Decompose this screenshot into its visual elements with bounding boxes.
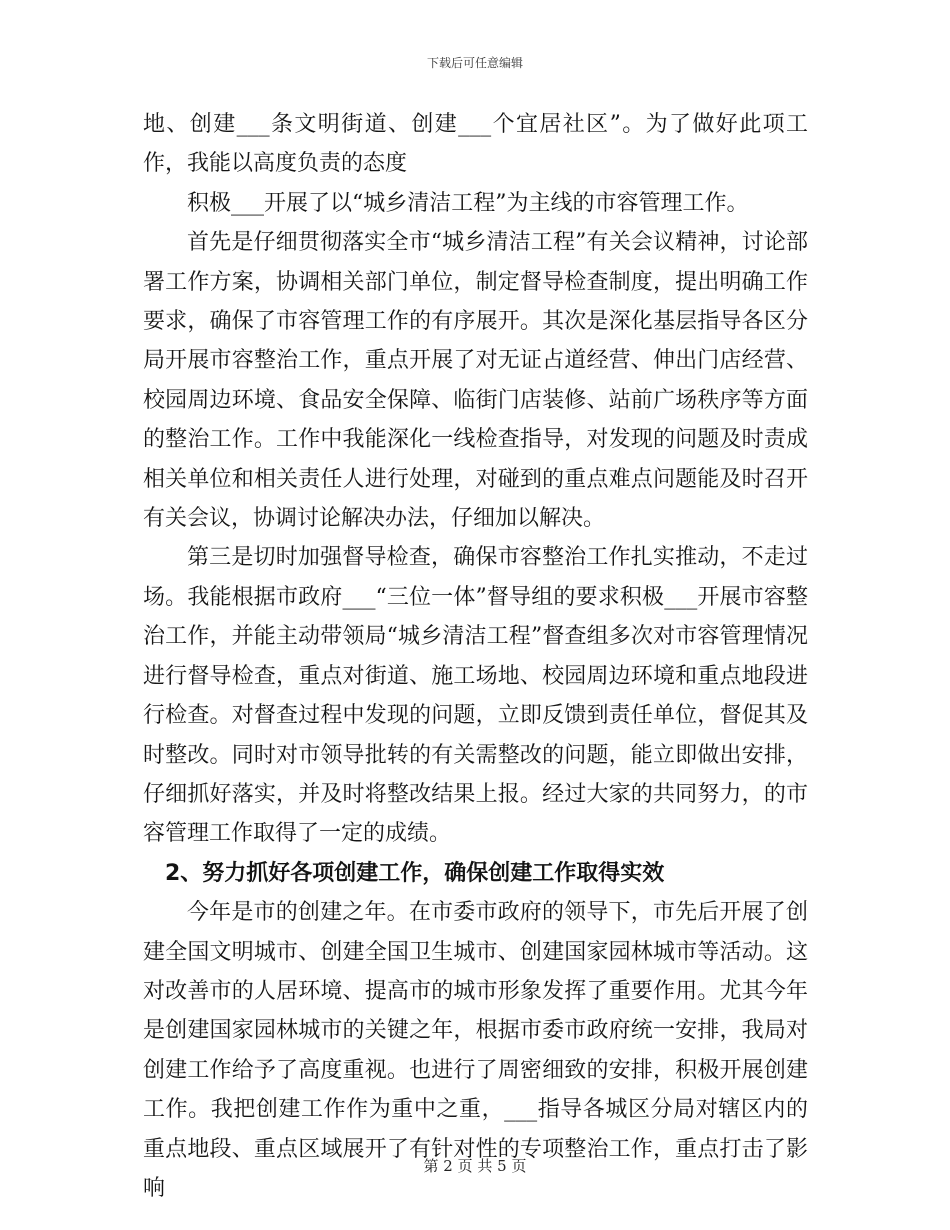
paragraph: 积极___开展了以“城乡清洁工程”为主线的市容管理工作。	[187, 190, 749, 216]
document-body	[143, 105, 808, 1208]
paragraph: 首先是仔细贯彻落实全市“城乡清洁工程”有关会议精神，讨论部署工作方案，协调相关部门单位，制定督导检查制度，提出明确工作要求，确保了市容管理工作的有序展开。其次是深化基层指导各区分局开展市容整治工作，重点开展了对无证占道经营、伸出门店经营、校园周边环境、食品安全保障、临街门店装修、站前广场秩序等方面的整治工作。工作中我能深化一线检查指导，对发现的问题及时责成相关单位和相关责任人进行处理，对碰到的重点难点问题能及时召开有关会议，协调讨论解决办法，仔细加以解决。	[143, 230, 808, 532]
paragraph: 第三是切时加强督导检查，确保市容整治工作扎实推动，不走过场。我能根据市政府___“三位一体”督导组的要求积极___开展市容整治工作，并能主动带领局“城乡清洁工程”督查组多次对市容管理情况进行督导检查，重点对街道、施工场地、校园周边环境和重点地段进行检查。对督查过程中发现的问题，立即反馈到责任单位，督促其及时整改。同时对市领导批转的有关需整改的问题，能立即做出安排，仔细抓好落实，并及时将整改结果上报。经过大家的共同努力，的市容管理工作取得了一定的成绩。	[143, 545, 808, 847]
page-footer: 第 2 页 共 5 页	[423, 1157, 527, 1175]
paragraph-continuation: 地、创建___条文明街道、创建___个宜居社区”。为了做好此项工作，我能以高度负责的态度	[143, 112, 808, 177]
page-header: 下载后可任意编辑	[426, 56, 523, 70]
section-heading: 2、努力抓好各项创建工作，确保创建工作取得实效	[165, 860, 665, 886]
paragraph: 今年是市的创建之年。在市委市政府的领导下，市先后开展了创建全国文明城市、创建全国卫生城市、创建国家园林城市等活动。这对改善市的人居环境、提高市的城市形象发挥了重要作用。尤其今年是创建国家园林城市的关键之年，根据市委市政府统一安排，我局对创建工作给予了高度重视。也进行了周密细致的安排，积极开展创建工作。我把创建工作作为重中之重，___指导各城区分局对辖区内的重点地段、重点区域展开了有针对性的专项整治工作，重点打击了影响	[143, 900, 808, 1201]
